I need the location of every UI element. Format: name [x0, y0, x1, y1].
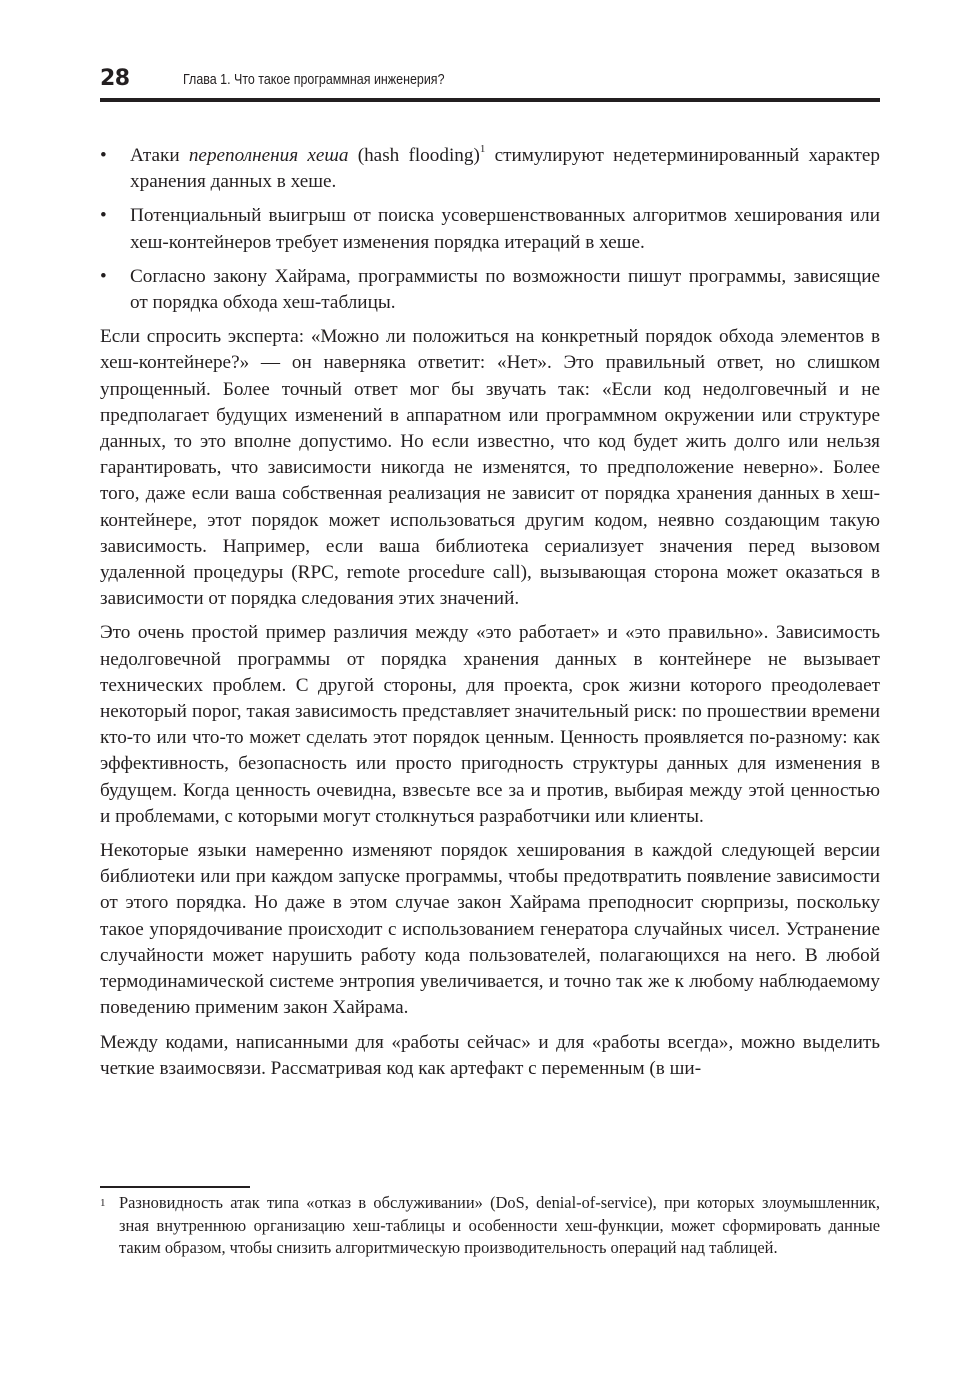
- bullet-icon: •: [100, 205, 107, 227]
- page-body: [100, 143, 880, 1090]
- footnote: [100, 1192, 880, 1260]
- bullet-icon: •: [100, 145, 107, 166]
- list-item: • Согласно закону Хайрама, программисты по возможности пишут программы, зависящие от порядка обхода хеш-таблицы.: [100, 265, 880, 314]
- footnote-rule: [100, 1186, 250, 1188]
- list-item: • Атаки переполнения хеша (hash flooding)$^1$ стимулируют недетерминированный характер хранения данных в хеше.: [100, 142, 880, 193]
- emphasis-text: переполнения хеша: [188, 145, 349, 166]
- paragraph: Между кодами, написанными для «работы сейчас» и для «работы всегда», можно выделить четкие взаимосвязи. Рассматривая код как артефакт с переменным (в ши-: [100, 1031, 880, 1079]
- paragraph: Если спросить эксперта: «Можно ли положиться на конкретный порядок обхода элементов в хеш-контейнере?» — он наверняка ответит: «Нет». Это правильный ответ, но слишком упрощенный. Более точный ответ мог бы звучать так: «Если код недолговечный и не предполагает будущих изменений в аппаратном или программном окружении или структуре данных, то это вполне допустимо. Но если известно, что код будет жить долго или нельзя гарантировать, что зависимости никогда не изменятся, то предположение неверно». Более того, даже если ваша собственная реализация не зависит от порядка хранения данных в хеш-контейнере, этот порядок может использоваться другим кодом, неявно создающим такую зависимость. Например, если ваша библиотека сериализует значения перед вызовом удаленной процедуры (RPC, remote procedure call), вызывающая сторона может оказаться в зависимости от порядка следования этих значений.: [100, 326, 880, 610]
- paragraph: Это очень простой пример различия между «это работает» и «это правильно». Зависимость недолговечной программы от порядка хранения данных в контейнере не вызывает технических проблем. С другой стороны, для проекта, срок жизни которого преодолевает некоторый порог, такая зависимость представляет значительный риск: по прошествии времени кто-то или что-то может сделать этот порядок ценным. Ценность проявляется по-разному: как эффективность, безопасность или просто пригодность структуры данных для изменения в будущем. Когда ценность очевидна, взвесьте все за и против, выбирая между этой ценностью и проблемами, с которыми могут столкнуться разработчики или клиенты.: [100, 622, 880, 827]
- page-number: 28: [100, 66, 130, 91]
- list-item: • Потенциальный выигрыш от поиска усовершенствованных алгоритмов хеширования или хеш-контейнеров требует изменения порядка итераций в хеше.: [100, 205, 880, 253]
- running-head: Глава 1. Что такое программная инженерия?: [183, 72, 445, 88]
- footnote-text: Разновидность атак типа «отказ в обслуживании» (DoS, denial-of-service), при которых злоумышленник, зная внутреннюю организацию хеш-таблицы и особенности хеш-функции, может сформировать данные таким образом, чтобы снизить алгоритмическую производительность операций над таблицей.: [119, 1193, 880, 1257]
- header-rule: [100, 98, 880, 102]
- bullet-icon: •: [100, 265, 107, 287]
- footnote-ref[interactable]: 1: [479, 142, 486, 155]
- bullet-list: [100, 143, 880, 316]
- footnote-mark: 1: [100, 1197, 106, 1209]
- paragraph: Некоторые языки намеренно изменяют порядок хеширования в каждой следующей версии библиотеки или при каждом запуске программы, чтобы предотвратить появление зависимости от этого порядка. Но даже в этом случае закон Хайрама преподносит сюрпризы, поскольку такое упорядочивание происходит с использованием генератора случайных чисел. Устранение случайности может нарушить работу кода пользователей, полагающихся на него. В любой термодинамической системе энтропия увеличивается, и точно так же к любому наблюдаемому поведению применим закон Хайрама.: [100, 840, 880, 1019]
